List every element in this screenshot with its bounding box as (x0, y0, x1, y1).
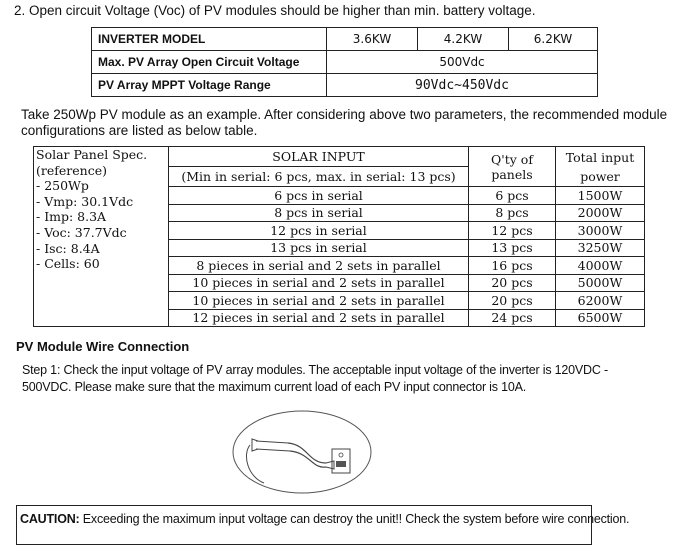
spec-line: - Vmp: 30.1Vdc (36, 193, 134, 209)
model-cell: 3.6KW (327, 28, 418, 51)
inverter-table (91, 27, 598, 97)
input-cell: 10 pieces in serial and 2 sets in parallel (169, 274, 469, 292)
power-cell: 6500W (556, 309, 645, 327)
qty-cell: 8 pcs (469, 204, 556, 222)
power-header-line: Total input (565, 149, 635, 165)
spec-line: (reference) (36, 162, 107, 178)
section-title: PV Module Wire Connection (16, 339, 190, 354)
qty-cell: 16 pcs (469, 257, 556, 275)
input-cell: 10 pieces in serial and 2 sets in parallel (169, 292, 469, 310)
caution-label: CAUTION: (20, 512, 80, 526)
spec-line: - Cells: 60 (36, 256, 100, 272)
inverter-model-label: INVERTER MODEL (92, 28, 327, 51)
step-1-line: 500VDC. Please make sure that the maximum current load of each PV input connector is 10A. (22, 380, 526, 394)
step-1-text (22, 362, 642, 396)
solar-input-header: SOLAR INPUT (169, 147, 469, 167)
qty-cell: 13 pcs (469, 239, 556, 257)
table-row (92, 51, 598, 74)
table-row (34, 147, 645, 167)
caution-message: Exceeding the maximum input voltage can destroy the unit!! Check the system before wire connection. (79, 512, 630, 526)
config-table (33, 146, 645, 327)
open-circuit-value: 500Vdc (327, 51, 598, 74)
intro-text: 2. Open circuit Voltage (Voc) of PV modules should be higher than min. battery voltage. (14, 3, 536, 18)
input-cell: 6 pcs in serial (169, 187, 469, 205)
spec-line: Solar Panel Spec. (36, 147, 148, 162)
model-cell: 4.2KW (418, 28, 509, 51)
spec-line: - 250Wp (36, 178, 89, 194)
qty-header: Q'ty of panels (469, 147, 556, 187)
qty-cell: 24 pcs (469, 309, 556, 327)
qty-cell: 6 pcs (469, 187, 556, 205)
input-cell: 12 pcs in serial (169, 222, 469, 240)
spec-line: - Voc: 37.7Vdc (36, 224, 127, 240)
qty-cell: 12 pcs (469, 222, 556, 240)
step-1-line: Step 1: Check the input voltage of PV array modules. The acceptable input voltage of the inverter is 120VDC - (22, 363, 608, 377)
power-cell: 1500W (556, 187, 645, 205)
pv-connector-illustration (228, 405, 378, 500)
power-cell: 5000W (556, 274, 645, 292)
example-paragraph: Take 250Wp PV module as an example. After considering above two parameters, the recommended module configurations are listed as below table. (21, 107, 668, 138)
power-cell: 3250W (556, 239, 645, 257)
caution-text (20, 512, 629, 526)
spec-line: - Isc: 8.4A (36, 240, 100, 256)
qty-cell: 20 pcs (469, 292, 556, 310)
power-header-line: power (580, 168, 620, 184)
solar-input-subheader: (Min in serial: 6 pcs, max. in serial: 13 pcs) (169, 167, 469, 187)
input-cell: 8 pcs in serial (169, 204, 469, 222)
panel-spec-cell (34, 147, 169, 327)
power-cell: 3000W (556, 222, 645, 240)
power-cell: 4000W (556, 257, 645, 275)
input-cell: 8 pieces in serial and 2 sets in parallel (169, 257, 469, 275)
power-header (556, 147, 645, 187)
table-row (92, 28, 598, 51)
input-cell: 12 pieces in serial and 2 sets in parallel (169, 309, 469, 327)
mppt-value: 90Vdc~450Vdc (327, 74, 598, 97)
open-circuit-label: Max. PV Array Open Circuit Voltage (92, 51, 327, 74)
spec-line: - Imp: 8.3A (36, 209, 107, 225)
model-cell: 6.2KW (509, 28, 598, 51)
input-cell: 13 pcs in serial (169, 239, 469, 257)
table-row (92, 74, 598, 97)
power-cell: 2000W (556, 204, 645, 222)
power-cell: 6200W (556, 292, 645, 310)
mppt-label: PV Array MPPT Voltage Range (92, 74, 327, 97)
qty-cell: 20 pcs (469, 274, 556, 292)
